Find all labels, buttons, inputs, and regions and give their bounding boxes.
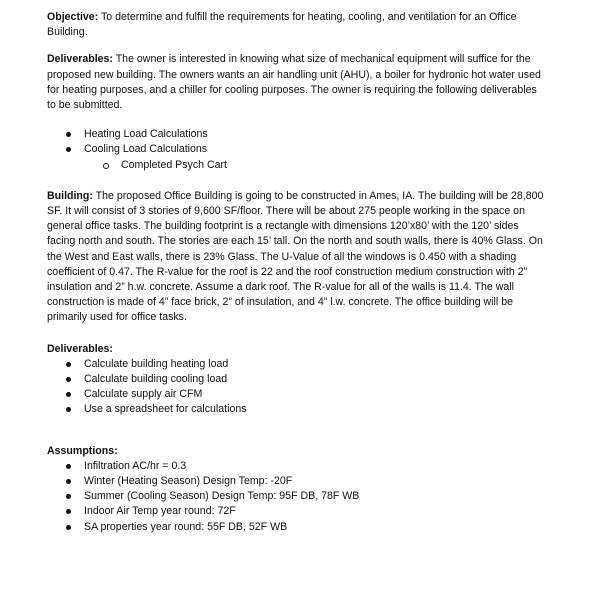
list-item: Summer (Cooling Season) Design Temp: 95F DB, 78F WB [47, 489, 547, 504]
list-subitem: Completed Psych Cart [47, 158, 547, 173]
deliverables-intro-text: The owner is interested in knowing what size of mechanical equipment will suffice for the proposed new building. The owners wants an air handling unit (AHU), a boiler for hydronic hot water used for heating purposes, and a chiller for cooling purposes. The owner is requiring the following deliverables to be submitted. [47, 53, 541, 112]
building-text: The proposed Office Building is going to be constructed in Ames, IA. The building will be 28,800 SF. It will consist of 3 stories of 9,600 SF/floor. There will be about 275 people working in the space on general office tasks. The building footprint is a rectangle with dimensions 120’x80’ with the 120’ sides facing north and south. The stories are each 15’ tall. On the north and south walls, there is 40% Glass. On the West and East walls, there is 23% Glass. The U-Value of all the windows is 0.450 with a shading coefficient of 0.47. The R-value for the roof is 22 and the roof construction medium construction with 2” insulation and 2” h.w. concrete. Assume a dark roof. The R-value for all of the walls is 11.4. The wall construction is made of 4” face brick, 2” of insulation, and 4” l.w. concrete. The office building will be primarily used for office tasks. [47, 189, 544, 324]
building-paragraph [47, 189, 547, 326]
objective-paragraph [47, 10, 547, 40]
list-item: Heating Load Calculations [47, 127, 547, 142]
deliverables-intro-label: Deliverables: [47, 53, 113, 66]
document-page [47, 10, 547, 535]
deliverables-intro-sublist [47, 158, 547, 173]
deliverables-intro-list [47, 127, 547, 157]
list-item: Calculate building heating load [47, 357, 547, 372]
list-item: Cooling Load Calculations [47, 142, 547, 157]
list-item: Calculate building cooling load [47, 372, 547, 387]
list-item: Winter (Heating Season) Design Temp: -20F [47, 474, 547, 489]
list-item: Calculate supply air CFM [47, 387, 547, 402]
list-item: Use a spreadsheet for calculations [47, 402, 547, 417]
deliverables-heading: Deliverables: [47, 342, 113, 355]
assumptions-heading: Assumptions: [47, 444, 118, 457]
list-item: Infiltration AC/hr = 0.3 [47, 459, 547, 474]
deliverables-intro-paragraph [47, 52, 547, 113]
assumptions-list [47, 459, 547, 535]
objective-label: Objective: [47, 11, 99, 23]
list-item: Indoor Air Temp year round: 72F [47, 504, 547, 519]
building-label: Building: [47, 189, 93, 202]
list-item: SA properties year round: 55F DB, 52F WB [47, 520, 547, 535]
objective-text: To determine and fulfill the requirements for heating, cooling, and ventilation for an Office Building. [47, 11, 517, 39]
deliverables-list [47, 357, 547, 418]
